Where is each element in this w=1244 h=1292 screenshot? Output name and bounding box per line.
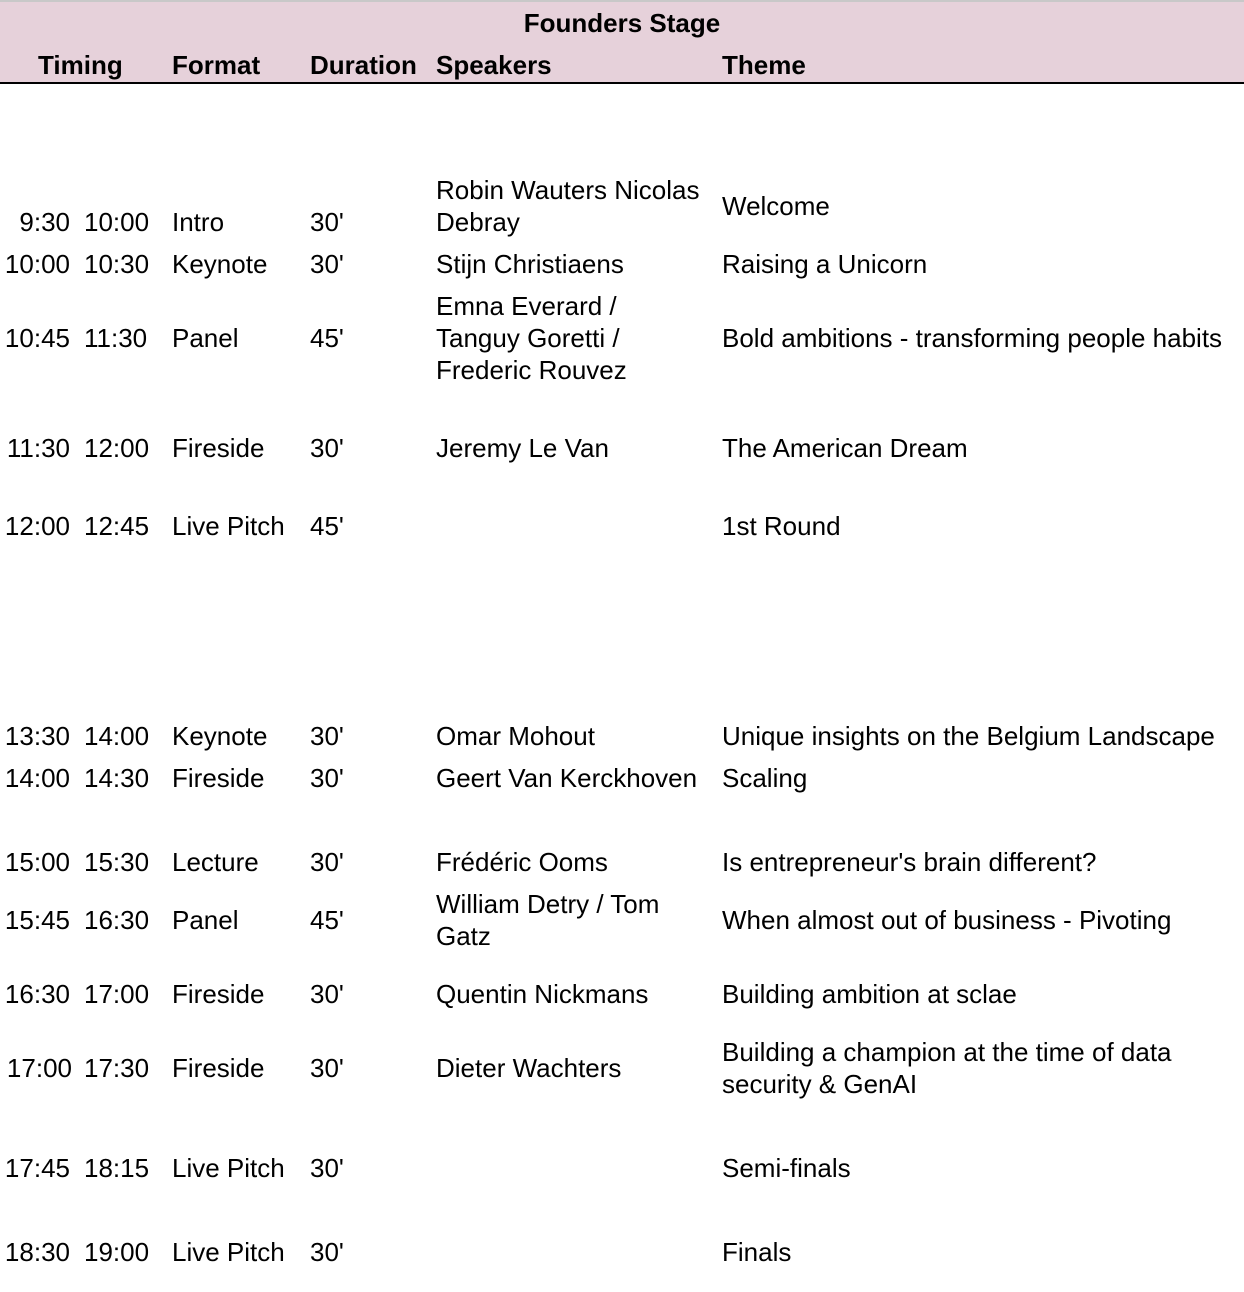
theme-cell: The American Dream [722, 433, 968, 463]
speakers-cell: Jeremy Le Van [436, 433, 609, 463]
start-time: 11:30 [6, 433, 70, 463]
column-header-timing: Timing [38, 50, 123, 80]
theme-cell: Welcome [722, 191, 830, 221]
end-time: 16:30 [84, 905, 150, 935]
duration-cell: 45' [310, 323, 344, 353]
column-header-speakers: Speakers [436, 50, 552, 80]
table-header [0, 0, 1244, 84]
start-time: 15:00 [4, 847, 70, 877]
speakers-cell: Geert Van Kerckhoven [436, 763, 698, 793]
duration-cell: 30' [310, 1237, 344, 1267]
theme-cell: Building ambition at sclae [722, 979, 1017, 1009]
theme-cell: Is entrepreneur's brain different? [722, 847, 1097, 877]
start-time: 10:00 [4, 249, 70, 279]
speakers-cell: Emna Everard / Tanguy Goretti / Frederic Rouvez [436, 291, 627, 385]
start-time: 15:45 [4, 905, 70, 935]
end-time: 12:00 [84, 433, 150, 463]
format-cell: Keynote [172, 249, 268, 279]
theme-cell: Semi-finals [722, 1153, 851, 1183]
theme-cell: 1st Round [722, 511, 841, 541]
speakers-cell: Robin Wauters Nicolas Debray [436, 175, 700, 237]
duration-cell: 30' [310, 249, 344, 279]
format-cell: Intro [172, 207, 225, 237]
duration-cell: 30' [310, 1153, 344, 1183]
duration-cell: 45' [310, 511, 344, 541]
end-time: 15:30 [84, 847, 150, 877]
theme-cell: Building a champion at the time of data security & GenAI [722, 1037, 1172, 1099]
format-cell: Fireside [172, 433, 265, 463]
start-time: 17:45 [4, 1153, 70, 1183]
start-time: 10:45 [4, 323, 70, 353]
column-header-duration: Duration [310, 50, 417, 80]
format-cell: Live Pitch [172, 1153, 285, 1183]
column-header-format: Format [172, 50, 261, 80]
start-time: 16:30 [4, 979, 70, 1009]
format-cell: Live Pitch [172, 511, 285, 541]
end-time: 11:30 [84, 323, 148, 353]
duration-cell: 45' [310, 905, 344, 935]
end-time: 12:45 [84, 511, 150, 541]
start-time: 9:30 [19, 207, 70, 237]
speakers-cell: Quentin Nickmans [436, 979, 649, 1009]
format-cell: Keynote [172, 721, 268, 751]
speakers-cell: Dieter Wachters [436, 1053, 622, 1083]
speakers-cell: Stijn Christiaens [436, 249, 624, 279]
duration-cell: 30' [310, 763, 344, 793]
stage-title: Founders Stage [523, 8, 721, 38]
theme-cell: Scaling [722, 763, 808, 793]
end-time: 14:30 [84, 763, 150, 793]
end-time: 19:00 [84, 1237, 150, 1267]
duration-cell: 30' [310, 433, 344, 463]
end-time: 14:00 [84, 721, 150, 751]
start-time: 13:30 [4, 721, 70, 751]
format-cell: Fireside [172, 979, 265, 1009]
format-cell: Fireside [172, 763, 265, 793]
theme-cell: Bold ambitions - transforming people habits [722, 323, 1223, 353]
speakers-cell: Frédéric Ooms [436, 847, 608, 877]
column-header-theme: Theme [722, 50, 806, 80]
theme-cell: Raising a Unicorn [722, 249, 928, 279]
end-time: 18:15 [84, 1153, 150, 1183]
duration-cell: 30' [310, 847, 344, 877]
format-cell: Live Pitch [172, 1237, 285, 1267]
format-cell: Lecture [172, 847, 259, 877]
end-time: 10:30 [84, 249, 150, 279]
format-cell: Panel [172, 323, 239, 353]
start-time: 18:30 [4, 1237, 70, 1267]
start-time: 17:00 [6, 1053, 72, 1083]
format-cell: Panel [172, 905, 239, 935]
speakers-cell: William Detry / Tom Gatz [436, 889, 660, 951]
end-time: 17:30 [84, 1053, 150, 1083]
format-cell: Fireside [172, 1053, 265, 1083]
theme-cell: When almost out of business - Pivoting [722, 905, 1172, 935]
end-time: 10:00 [84, 207, 150, 237]
start-time: 12:00 [4, 511, 70, 541]
theme-cell: Unique insights on the Belgium Landscape [722, 721, 1215, 751]
duration-cell: 30' [310, 979, 344, 1009]
start-time: 14:00 [4, 763, 70, 793]
theme-cell: Finals [722, 1237, 792, 1267]
speakers-cell: Omar Mohout [436, 721, 595, 751]
duration-cell: 30' [310, 721, 344, 751]
duration-cell: 30' [310, 207, 344, 237]
duration-cell: 30' [310, 1053, 344, 1083]
end-time: 17:00 [84, 979, 150, 1009]
